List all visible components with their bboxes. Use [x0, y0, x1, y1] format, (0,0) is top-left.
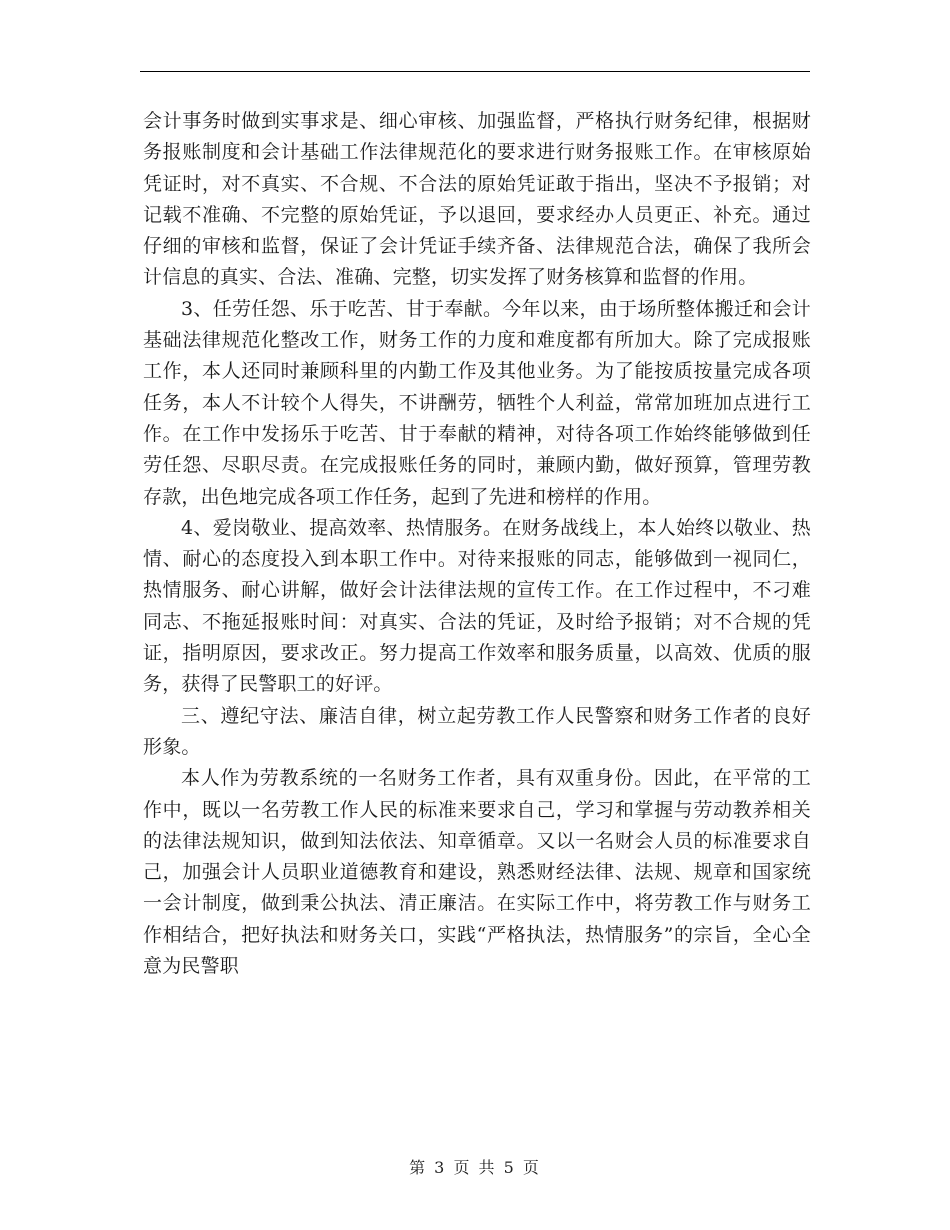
header-rule	[140, 71, 810, 72]
page-number: 第 3 页 共 5 页	[409, 1158, 541, 1177]
paragraph-3: 4、爱岗敬业、提高效率、热情服务。在财务战线上，本人始终以敬业、热情、耐心的态度投入到本职工作中。对待来报账的同志，能够做到一视同仁，热情服务、耐心讲解，做好会计法律法规的宣传工作。在工作过程中，不刁难同志、不拖延报账时间：对真实、合法的凭证，及时给予报销；对不合规的凭证，指明原因，要求改正。努力提高工作效率和服务质量，以高效、优质的服务，获得了民警职工的好评。	[143, 516, 811, 696]
paragraph-4: 本人作为劳教系统的一名财务工作者，具有双重身份。因此，在平常的工作中，既以一名劳教工作人民的标准来要求自己，学习和掌握与劳动教养相关的法律法规知识，做到知法依法、知章循章。又以一名财会人员的标准要求自己，加强会计人员职业道德教育和建设，熟悉财经法律、法规、规章和国家统一会计制度，做到秉公执法、清正廉洁。在实际工作中，将劳教工作与财务工作相结合，把好执法和财务关口，实践“严格执法，热情服务”的宗旨，全心全意为民警职	[143, 767, 811, 978]
document-body	[143, 106, 811, 982]
section-heading: 三、遵纪守法、廉洁自律，树立起劳教工作人民警察和财务工作者的良好形象。	[143, 704, 811, 758]
paragraph-2: 3、任劳任怨、乐于吃苦、甘于奉献。今年以来，由于场所整体搬迁和会计基础法律规范化整改工作，财务工作的力度和难度都有所加大。除了完成报账工作，本人还同时兼顾科里的内勤工作及其他业务。为了能按质按量完成各项任务，本人不计较个人得失，不讲酬劳，牺牲个人利益，常常加班加点进行工作。在工作中发扬乐于吃苦、甘于奉献的精神，对待各项工作始终能够做到任劳任怨、尽职尽责。在完成报账任务的同时，兼顾内勤，做好预算，管理劳教存款，出色地完成各项工作任务，起到了先进和榜样的作用。	[143, 297, 811, 508]
paragraph-1: 会计事务时做到实事求是、细心审核、加强监督，严格执行财务纪律，根据财务报账制度和会计基础工作法律规范化的要求进行财务报账工作。在审核原始凭证时，对不真实、不合规、不合法的原始凭证敢于指出，坚决不予报销；对记载不准确、不完整的原始凭证，予以退回，要求经办人员更正、补充。通过仔细的审核和监督，保证了会计凭证手续齐备、法律规范合法，确保了我所会计信息的真实、合法、准确、完整，切实发挥了财务核算和监督的作用。	[143, 110, 811, 289]
